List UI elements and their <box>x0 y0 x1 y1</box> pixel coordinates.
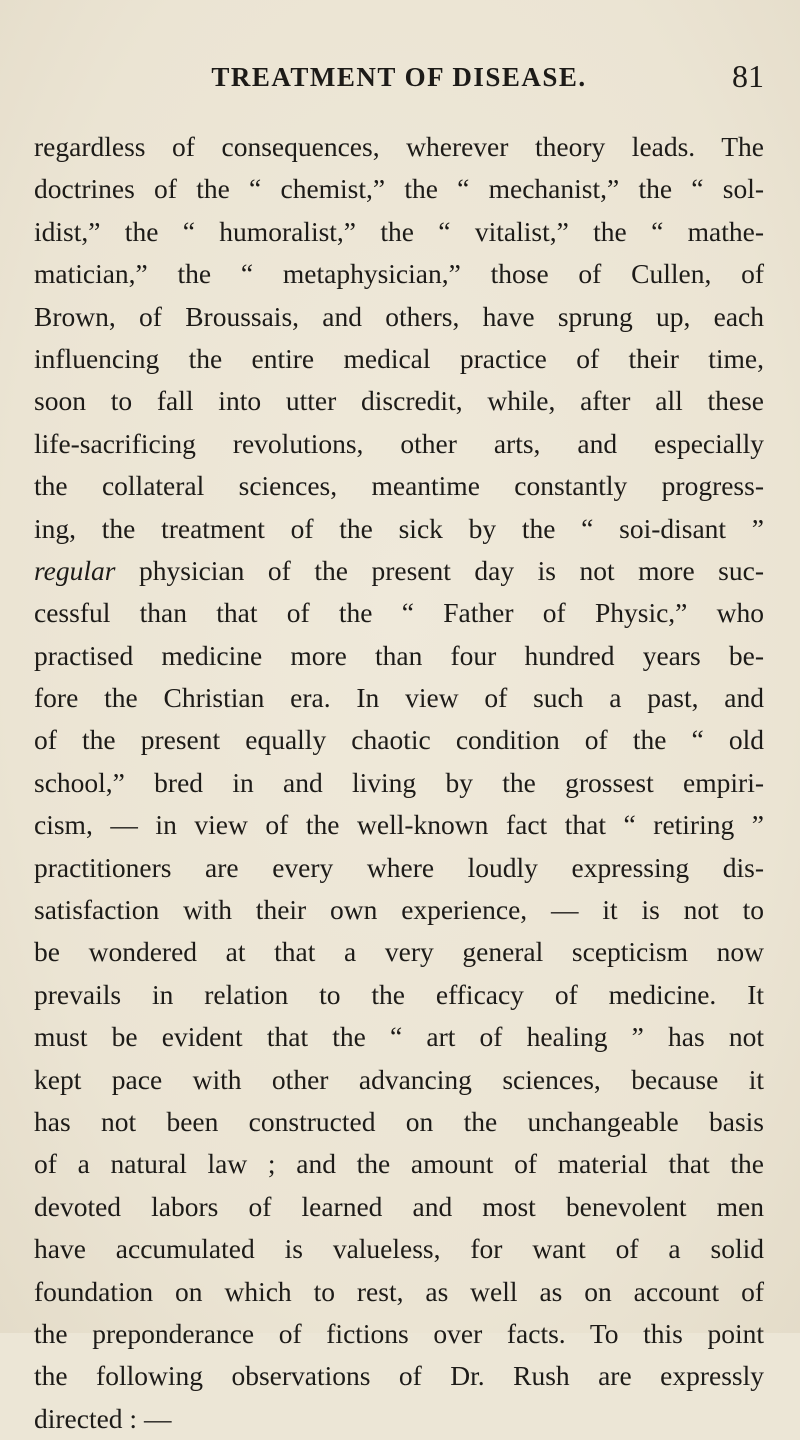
text-line: idist,” the “ humoralist,” the “ vitalist,” the “ mathe- <box>34 215 764 247</box>
text-line: have accumulated is valueless, for want of a solid <box>34 1233 764 1265</box>
text-line: kept pace with other advancing sciences, because it <box>34 1063 764 1095</box>
text-line: soon to fall into utter discredit, while, after all these <box>34 385 764 417</box>
text-line: directed : — <box>34 1402 172 1434</box>
text-line: regardless of consequences, wherever theory leads. The <box>34 131 764 162</box>
text-line: fore the Christian era. In view of such a past, and <box>34 682 764 714</box>
text-line: the collateral sciences, meantime constantly progress- <box>34 470 764 502</box>
running-head-title: TREATMENT OF DISEASE. <box>211 62 587 92</box>
text-line <box>34 550 764 592</box>
body-paragraph <box>34 126 764 1440</box>
text-line: influencing the entire medical practice of their time, <box>34 342 764 374</box>
running-head <box>34 58 764 102</box>
text-line: matician,” the “ metaphysician,” those of Cullen, of <box>34 258 764 290</box>
text-line: cessful than that of the “ Father of Physic,” who <box>34 597 764 629</box>
text-line: has not been constructed on the unchangeable basis <box>34 1105 764 1137</box>
text-line-rest: physician of the present day is not more suc- <box>115 554 764 586</box>
text-line: must be evident that the “ art of healing ” has not <box>34 1021 764 1053</box>
text-line: Brown, of Broussais, and others, have sprung up, each <box>34 300 764 332</box>
text-line: practised medicine more than four hundred years be- <box>34 639 764 671</box>
text-line: the following observations of Dr. Rush are expressly <box>34 1360 764 1392</box>
text-line: life-sacrificing revolutions, other arts, and especially <box>34 427 764 459</box>
text-line: school,” bred in and living by the grossest empiri- <box>34 766 764 798</box>
text-line: prevails in relation to the efficacy of medicine. It <box>34 978 764 1010</box>
text-line: be wondered at that a very general scepticism now <box>34 936 764 968</box>
page-number: 81 <box>732 58 764 94</box>
text-line: the preponderance of fictions over facts. To this point <box>34 1317 764 1349</box>
text-line: practitioners are every where loudly expressing dis- <box>34 851 764 883</box>
text-line: foundation on which to rest, as well as on account of <box>34 1275 764 1307</box>
text-line: cism, — in view of the well-known fact that “ retiring ” <box>34 809 764 841</box>
text-line: of a natural law ; and the amount of material that the <box>34 1148 764 1180</box>
text-line: of the present equally chaotic condition of the “ old <box>34 724 764 756</box>
text-line: doctrines of the “ chemist,” the “ mechanist,” the “ sol- <box>34 173 764 205</box>
text-line: devoted labors of learned and most benevolent men <box>34 1190 764 1222</box>
italic-word: regular <box>34 554 116 586</box>
text-line: satisfaction with their own experience, — it is not to <box>34 894 764 926</box>
text-line: ing, the treatment of the sick by the “ soi-disant ” <box>34 512 764 544</box>
